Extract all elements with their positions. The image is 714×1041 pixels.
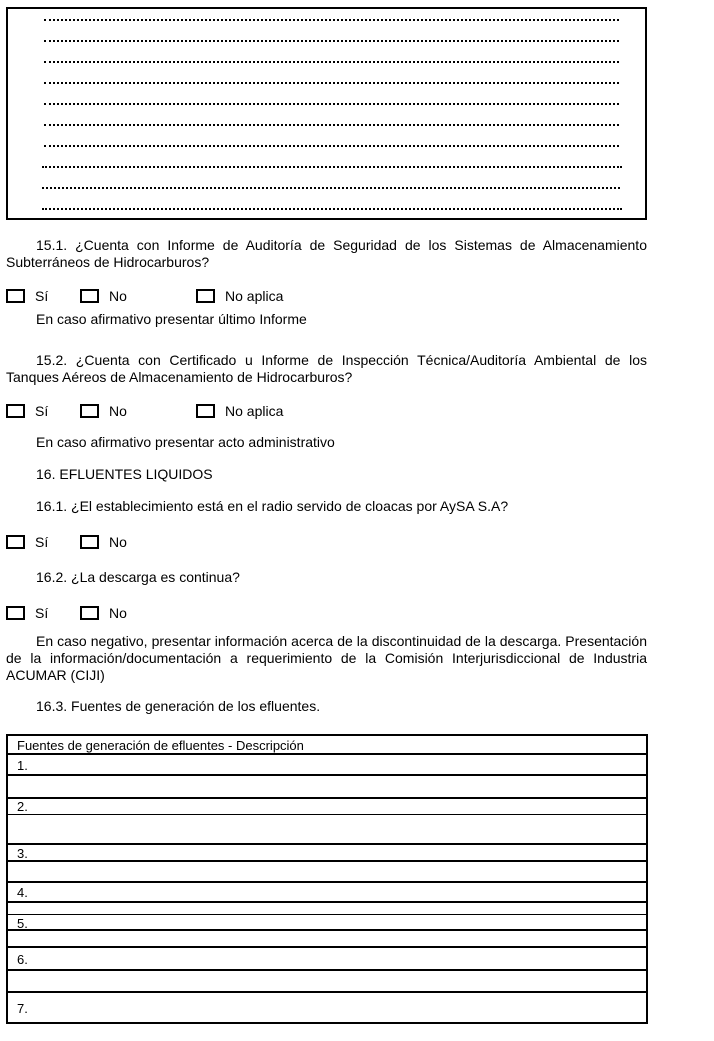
checkbox-label: Sí [35,605,49,621]
section-16-title: 16. EFLUENTES LIQUIDOS [36,466,213,482]
note-16-2: En caso negativo, presentar información acerca de la discontinuidad de la descarga. Presentación de la información/documentación a requerimiento de la Comisión Interjurisdiccional de Industria ACUMAR (CIJI) [6,633,647,683]
answer-box[interactable] [6,7,647,220]
checkbox-box[interactable] [80,535,99,549]
table-divider [8,901,646,903]
dotted-line [44,13,619,21]
table-row-label: 2. [17,799,28,814]
table-divider [8,814,646,815]
question-16-1: 16.1. ¿El establecimiento está en el radio servido de cloacas por AySA S.A? [36,498,509,514]
checkbox-box[interactable] [80,606,99,620]
table-header: Fuentes de generación de efluentes - Descripción [17,738,304,753]
dotted-line [44,139,619,147]
checkbox-no[interactable] [80,287,127,305]
checkbox-box[interactable] [196,289,215,303]
table-divider [8,914,646,915]
table-row-label: 6. [17,952,28,967]
table-row-label: 1. [17,758,28,773]
table-divider [8,860,646,862]
effluent-sources-table [6,734,648,1024]
table-row-label: 7. [17,1001,28,1016]
checkbox-label: Sí [35,534,49,550]
checkbox-label: Sí [35,288,49,304]
note-15-1: En caso afirmativo presentar último Informe [36,311,307,327]
table-divider [8,946,646,948]
checkbox-si[interactable] [6,287,48,305]
checkbox-no-aplica[interactable] [196,402,283,420]
checkbox-label: No [109,605,127,621]
dotted-line [44,97,619,105]
checkbox-box[interactable] [80,404,99,418]
dotted-line [44,55,619,63]
table-divider [8,881,646,883]
table-row-label: 4. [17,885,28,900]
dotted-line [44,118,619,126]
table-divider [8,969,646,971]
dotted-line [44,34,619,42]
dotted-line [44,76,619,84]
dotted-line [42,202,622,210]
question-16-3: 16.3. Fuentes de generación de los efluentes. [36,698,321,714]
checkbox-no[interactable] [80,604,127,622]
checkbox-box[interactable] [6,404,25,418]
checkbox-no[interactable] [80,533,127,551]
checkbox-label: No aplica [225,403,284,419]
table-divider [8,991,646,993]
checkbox-no[interactable] [80,402,127,420]
table-row-label: 3. [17,846,28,861]
table-divider [8,929,646,931]
checkbox-label: No aplica [225,288,284,304]
table-row-label: 5. [17,916,28,931]
checkbox-box[interactable] [196,404,215,418]
table-divider [8,774,646,776]
checkbox-box[interactable] [6,606,25,620]
dotted-line [42,181,620,189]
checkbox-si[interactable] [6,533,48,551]
dotted-line [42,160,622,168]
table-divider [8,797,646,799]
question-15-2: 15.2. ¿Cuenta con Certificado u Informe de Inspección Técnica/Auditoría Ambiental de los Tanques Aéreos de Almacenamiento de Hidrocarburos? [6,352,647,385]
checkbox-si[interactable] [6,604,48,622]
checkbox-box[interactable] [6,535,25,549]
question-16-2: 16.2. ¿La descarga es continua? [36,569,240,585]
table-divider [8,843,646,845]
question-15-1: 15.1. ¿Cuenta con Informe de Auditoría de Seguridad de los Sistemas de Almacenamiento Subterráneos de Hidrocarburos? [6,237,647,270]
checkbox-label: No [109,403,127,419]
checkbox-box[interactable] [80,289,99,303]
checkbox-no-aplica[interactable] [196,287,283,305]
checkbox-si[interactable] [6,402,48,420]
checkbox-label: No [109,288,127,304]
note-15-2: En caso afirmativo presentar acto administrativo [36,434,335,450]
checkbox-label: Sí [35,403,49,419]
checkbox-label: No [109,534,127,550]
table-divider [8,753,646,755]
checkbox-box[interactable] [6,289,25,303]
